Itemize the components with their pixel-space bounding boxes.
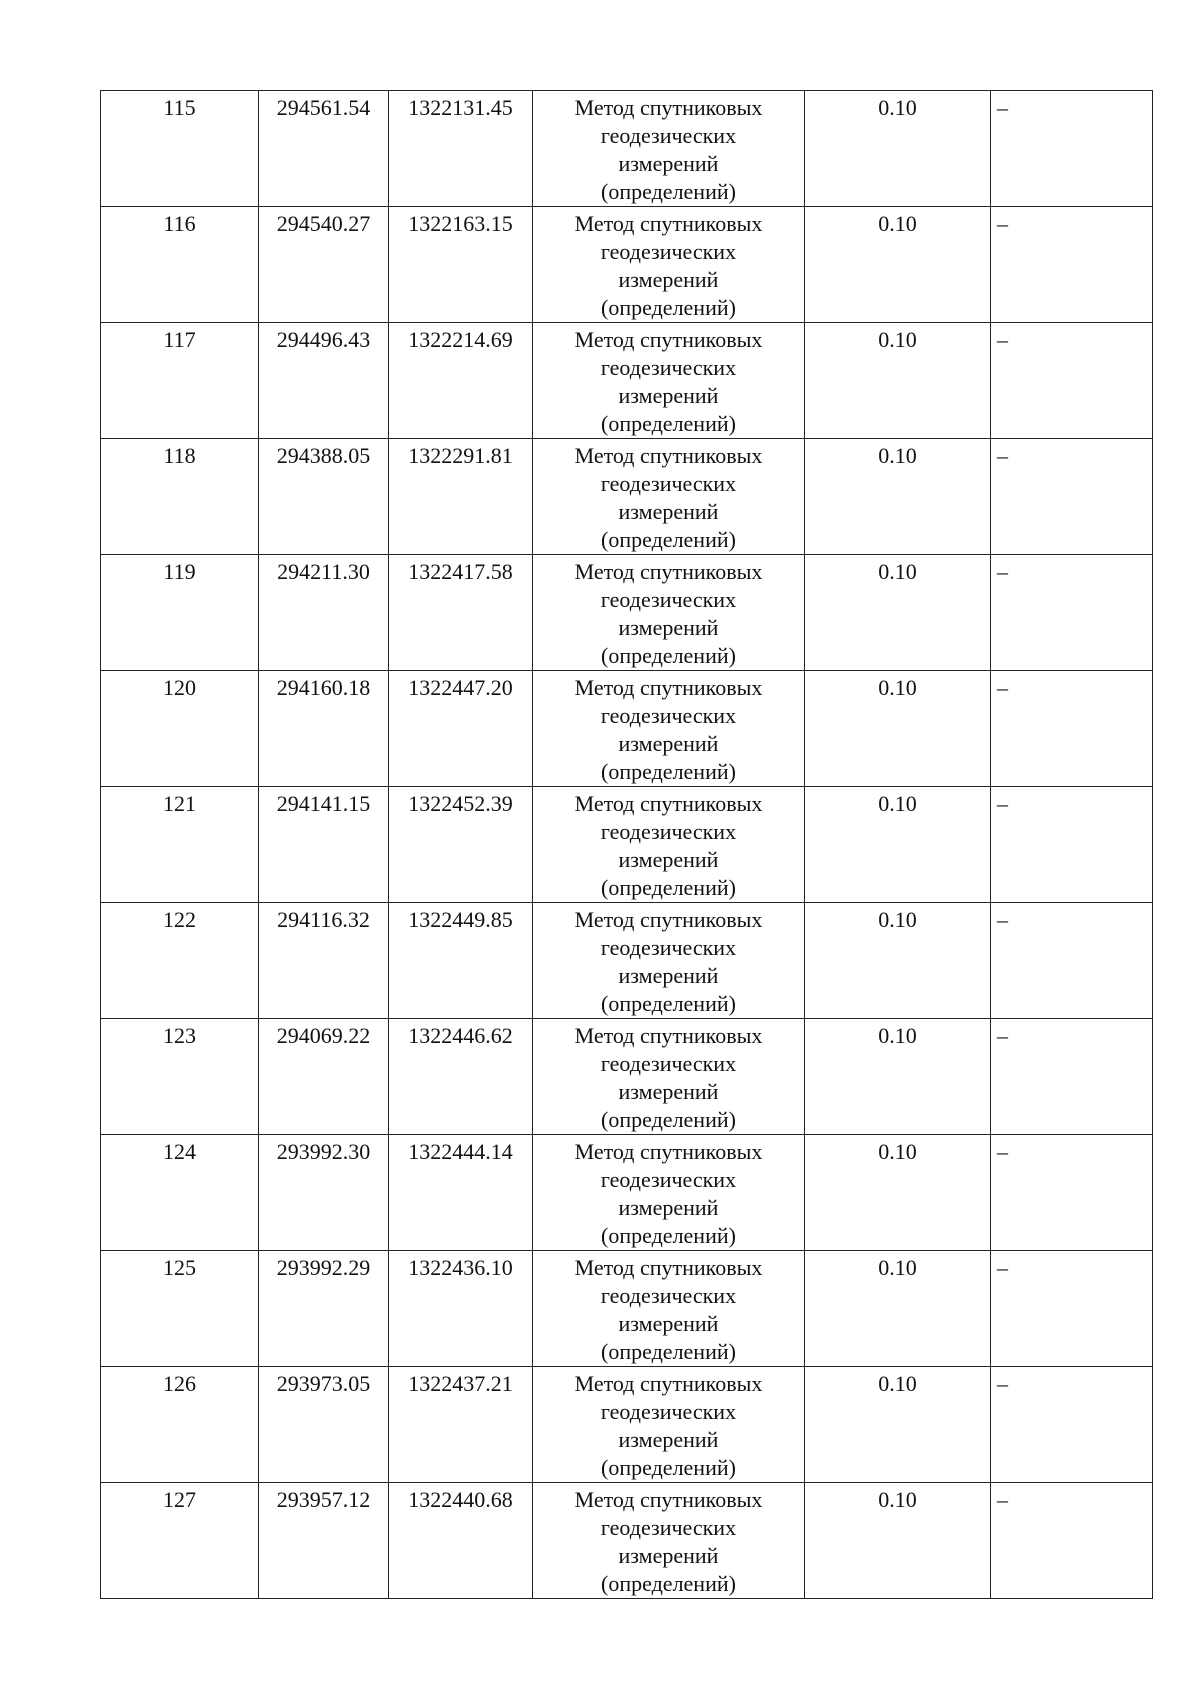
table-row — [101, 91, 1153, 207]
coord-x-cell: 294496.43 — [259, 323, 389, 439]
method-cell — [533, 1251, 805, 1367]
method-cell — [533, 323, 805, 439]
coord-x-cell: 294141.15 — [259, 787, 389, 903]
method-text-line: геодезических — [600, 1515, 737, 1540]
method-text-line: измерений — [618, 963, 719, 988]
accuracy-cell: 0.10 — [805, 207, 991, 323]
method-cell — [533, 1019, 805, 1135]
point-number-cell: 116 — [101, 207, 259, 323]
coord-x-cell: 293992.30 — [259, 1135, 389, 1251]
table-row — [101, 1367, 1153, 1483]
method-cell — [533, 1367, 805, 1483]
coord-x-cell: 293992.29 — [259, 1251, 389, 1367]
note-cell: – — [991, 1135, 1153, 1251]
accuracy-cell: 0.10 — [805, 787, 991, 903]
method-text-line: измерений — [618, 1311, 719, 1336]
method-text-line: Метод спутниковых — [574, 1371, 763, 1396]
accuracy-cell: 0.10 — [805, 91, 991, 207]
method-text-line: (определений) — [601, 411, 736, 436]
coord-x-cell: 294540.27 — [259, 207, 389, 323]
coord-x-cell: 294116.32 — [259, 903, 389, 1019]
coord-y-cell: 1322214.69 — [389, 323, 533, 439]
method-text-line: геодезических — [600, 1167, 737, 1192]
table-row — [101, 1135, 1153, 1251]
method-text-line: геодезических — [600, 587, 737, 612]
method-text-line: геодезических — [600, 355, 737, 380]
method-cell — [533, 555, 805, 671]
method-text-line: (определений) — [601, 759, 736, 784]
method-text-line: (определений) — [601, 1571, 736, 1596]
coord-x-cell: 294069.22 — [259, 1019, 389, 1135]
coord-y-cell: 1322444.14 — [389, 1135, 533, 1251]
accuracy-cell: 0.10 — [805, 439, 991, 555]
method-text-line: измерений — [618, 383, 719, 408]
method-cell — [533, 671, 805, 787]
method-text-line: измерений — [618, 151, 719, 176]
note-cell: – — [991, 555, 1153, 671]
point-number-cell: 126 — [101, 1367, 259, 1483]
method-text-line: (определений) — [601, 295, 736, 320]
method-text-line: (определений) — [601, 643, 736, 668]
accuracy-cell: 0.10 — [805, 1251, 991, 1367]
point-number-cell: 123 — [101, 1019, 259, 1135]
method-text-line: (определений) — [601, 527, 736, 552]
method-text-line: Метод спутниковых — [574, 1023, 763, 1048]
method-text-line: геодезических — [600, 239, 737, 264]
point-number-cell: 120 — [101, 671, 259, 787]
coord-x-cell: 294211.30 — [259, 555, 389, 671]
coord-y-cell: 1322417.58 — [389, 555, 533, 671]
method-text-line: (определений) — [601, 1107, 736, 1132]
method-text-line: Метод спутниковых — [574, 211, 763, 236]
method-text-line: измерений — [618, 1195, 719, 1220]
method-text-line: геодезических — [600, 819, 737, 844]
method-cell — [533, 787, 805, 903]
coord-x-cell: 294388.05 — [259, 439, 389, 555]
coord-x-cell: 294561.54 — [259, 91, 389, 207]
note-cell: – — [991, 1367, 1153, 1483]
method-text-line: измерений — [618, 731, 719, 756]
coord-y-cell: 1322449.85 — [389, 903, 533, 1019]
coord-y-cell: 1322163.15 — [389, 207, 533, 323]
accuracy-cell: 0.10 — [805, 323, 991, 439]
method-text-line: Метод спутниковых — [574, 443, 763, 468]
note-cell: – — [991, 1251, 1153, 1367]
method-text-line: измерений — [618, 267, 719, 292]
accuracy-cell: 0.10 — [805, 555, 991, 671]
method-text-line: (определений) — [601, 1339, 736, 1364]
method-text-line: измерений — [618, 1543, 719, 1568]
point-number-cell: 122 — [101, 903, 259, 1019]
point-number-cell: 124 — [101, 1135, 259, 1251]
method-text-line: Метод спутниковых — [574, 791, 763, 816]
coord-y-cell: 1322447.20 — [389, 671, 533, 787]
table-body — [101, 91, 1153, 1599]
point-number-cell: 127 — [101, 1483, 259, 1599]
note-cell: – — [991, 207, 1153, 323]
accuracy-cell: 0.10 — [805, 1367, 991, 1483]
method-text-line: (определений) — [601, 1455, 736, 1480]
coordinates-table — [100, 90, 1153, 1599]
method-text-line: (определений) — [601, 1223, 736, 1248]
method-text-line: Метод спутниковых — [574, 95, 763, 120]
method-text-line: (определений) — [601, 179, 736, 204]
table-row — [101, 903, 1153, 1019]
point-number-cell: 117 — [101, 323, 259, 439]
method-text-line: геодезических — [600, 1051, 737, 1076]
method-text-line: геодезических — [600, 123, 737, 148]
point-number-cell: 121 — [101, 787, 259, 903]
method-text-line: (определений) — [601, 991, 736, 1016]
method-text-line: Метод спутниковых — [574, 675, 763, 700]
point-number-cell: 118 — [101, 439, 259, 555]
method-text-line: Метод спутниковых — [574, 559, 763, 584]
point-number-cell: 125 — [101, 1251, 259, 1367]
coord-x-cell: 293973.05 — [259, 1367, 389, 1483]
table-row — [101, 671, 1153, 787]
table-row — [101, 323, 1153, 439]
note-cell: – — [991, 439, 1153, 555]
method-cell — [533, 439, 805, 555]
table-row — [101, 1483, 1153, 1599]
coord-y-cell: 1322436.10 — [389, 1251, 533, 1367]
table-row — [101, 207, 1153, 323]
method-text-line: измерений — [618, 1079, 719, 1104]
table-row — [101, 439, 1153, 555]
coord-y-cell: 1322291.81 — [389, 439, 533, 555]
note-cell: – — [991, 323, 1153, 439]
note-cell: – — [991, 787, 1153, 903]
note-cell: – — [991, 1019, 1153, 1135]
coord-y-cell: 1322452.39 — [389, 787, 533, 903]
method-text-line: Метод спутниковых — [574, 907, 763, 932]
coord-y-cell: 1322440.68 — [389, 1483, 533, 1599]
coord-y-cell: 1322446.62 — [389, 1019, 533, 1135]
method-text-line: измерений — [618, 499, 719, 524]
note-cell: – — [991, 91, 1153, 207]
method-text-line: геодезических — [600, 1399, 737, 1424]
method-text-line: геодезических — [600, 935, 737, 960]
method-text-line: измерений — [618, 847, 719, 872]
method-text-line: Метод спутниковых — [574, 327, 763, 352]
accuracy-cell: 0.10 — [805, 1019, 991, 1135]
method-text-line: геодезических — [600, 703, 737, 728]
note-cell: – — [991, 903, 1153, 1019]
method-text-line: геодезических — [600, 471, 737, 496]
method-cell — [533, 91, 805, 207]
coord-x-cell: 293957.12 — [259, 1483, 389, 1599]
note-cell: – — [991, 1483, 1153, 1599]
method-text-line: Метод спутниковых — [574, 1255, 763, 1280]
method-cell — [533, 1483, 805, 1599]
accuracy-cell: 0.10 — [805, 1483, 991, 1599]
method-cell — [533, 903, 805, 1019]
table-row — [101, 787, 1153, 903]
accuracy-cell: 0.10 — [805, 1135, 991, 1251]
method-text-line: геодезических — [600, 1283, 737, 1308]
method-text-line: Метод спутниковых — [574, 1487, 763, 1512]
accuracy-cell: 0.10 — [805, 903, 991, 1019]
coord-y-cell: 1322131.45 — [389, 91, 533, 207]
method-cell — [533, 1135, 805, 1251]
table-row — [101, 555, 1153, 671]
coord-y-cell: 1322437.21 — [389, 1367, 533, 1483]
point-number-cell: 119 — [101, 555, 259, 671]
method-text-line: (определений) — [601, 875, 736, 900]
method-text-line: измерений — [618, 1427, 719, 1452]
note-cell: – — [991, 671, 1153, 787]
table-row — [101, 1019, 1153, 1135]
point-number-cell: 115 — [101, 91, 259, 207]
method-text-line: Метод спутниковых — [574, 1139, 763, 1164]
accuracy-cell: 0.10 — [805, 671, 991, 787]
table-row — [101, 1251, 1153, 1367]
method-cell — [533, 207, 805, 323]
coord-x-cell: 294160.18 — [259, 671, 389, 787]
method-text-line: измерений — [618, 615, 719, 640]
